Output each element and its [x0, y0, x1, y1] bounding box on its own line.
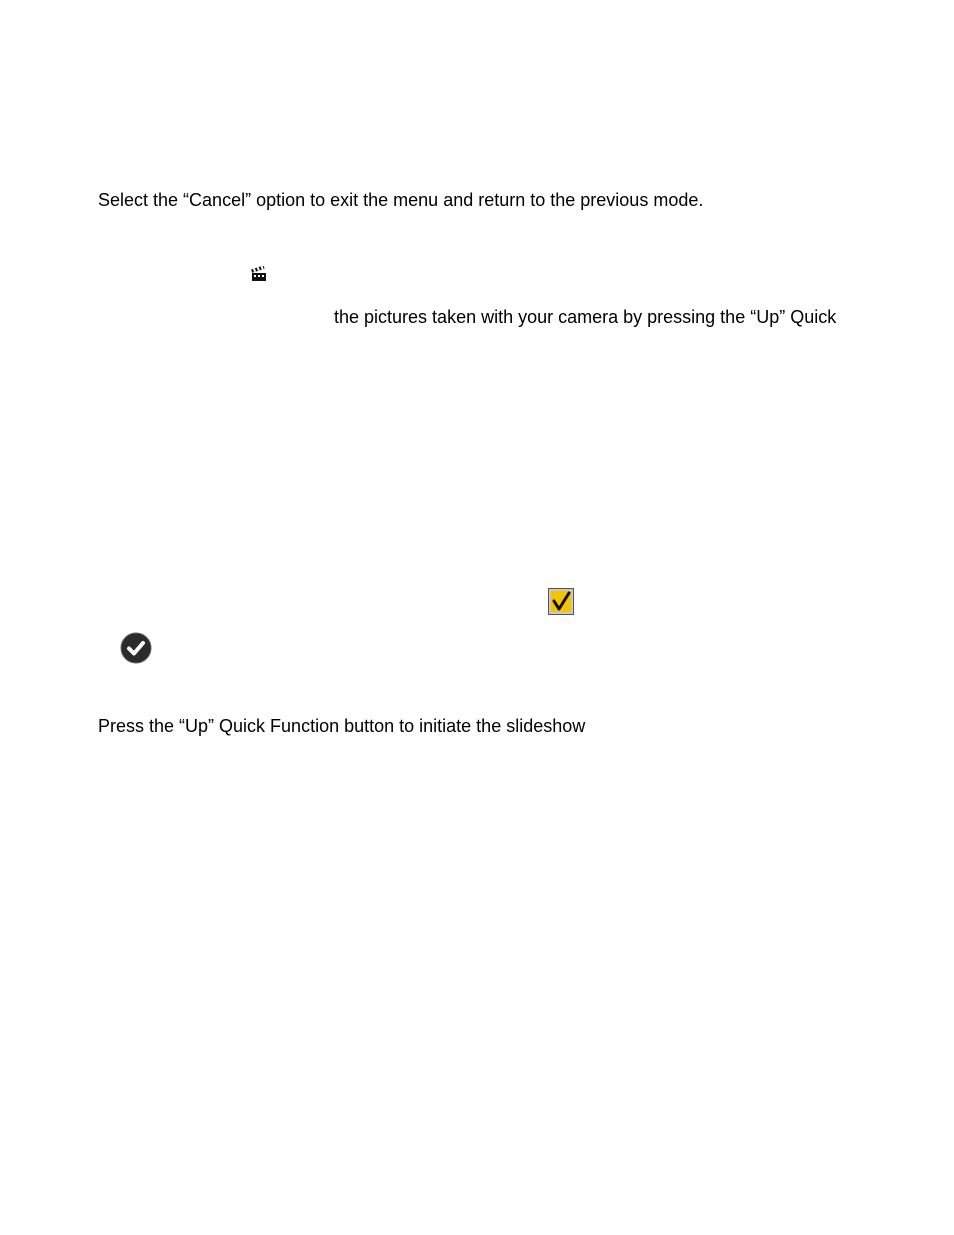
black-circle-checkmark-icon	[120, 632, 152, 664]
cancel-instruction-text: Select the “Cancel” option to exit the menu and return to the previous mode.	[98, 190, 704, 210]
slideshow-description-text: the pictures taken with your camera by pressing the “Up” Quick	[334, 307, 837, 327]
yellow-checkmark-box-icon	[548, 588, 574, 615]
movie-clapper-icon	[251, 266, 267, 282]
initiate-slideshow-instruction-text: Press the “Up” Quick Function button to initiate the slideshow	[98, 716, 586, 736]
